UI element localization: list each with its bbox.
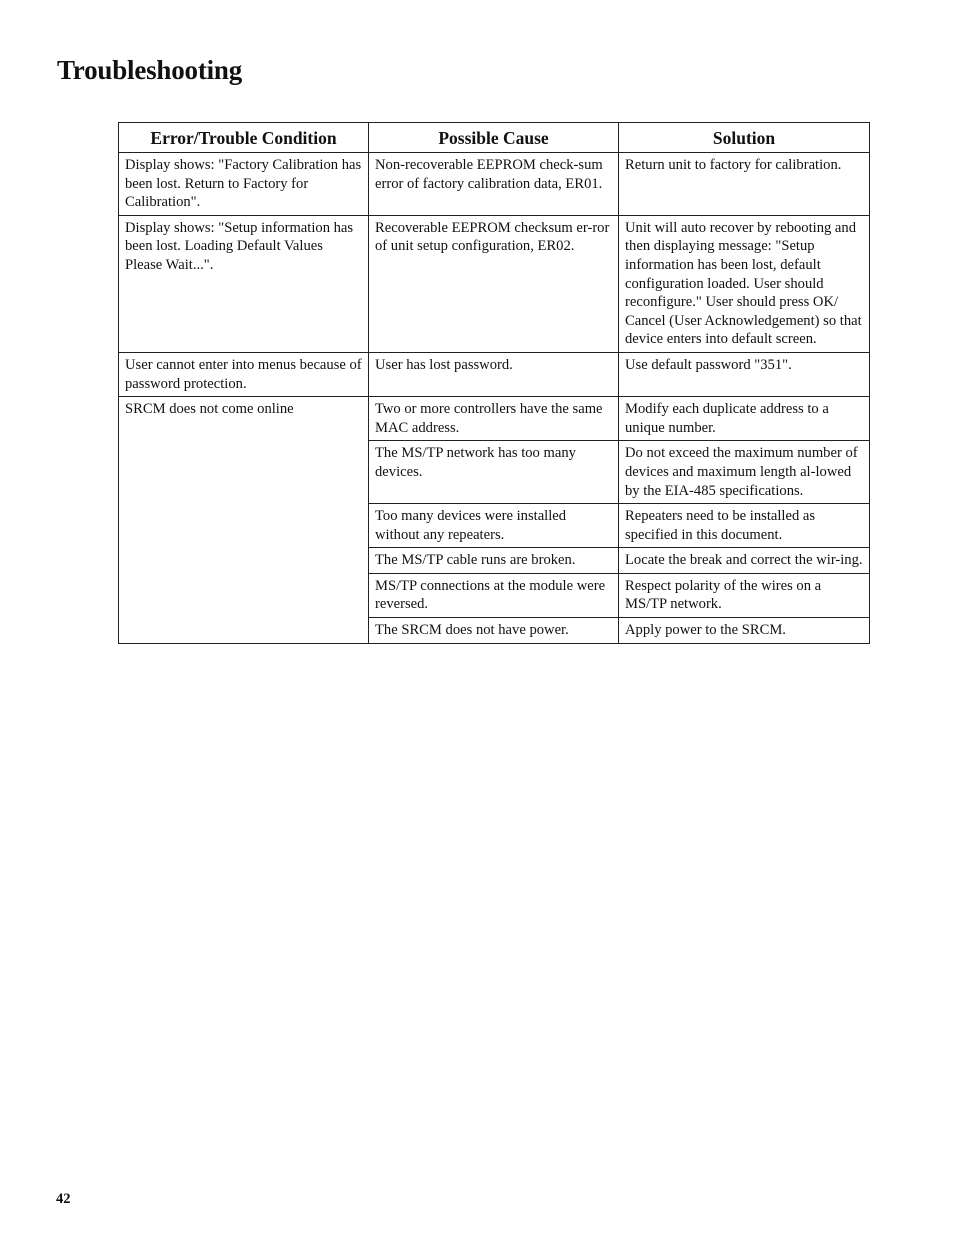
solution-cell: Return unit to factory for calibration.: [619, 153, 870, 216]
solution-cell: Use default password "351".: [619, 352, 870, 396]
solution-cell: Repeaters need to be installed as specified in this document.: [619, 504, 870, 548]
table-header-row: [119, 123, 870, 153]
header-condition: Error/Trouble Condition: [119, 123, 369, 153]
cause-cell: The SRCM does not have power.: [369, 618, 619, 644]
cause-cell: The MS/TP cable runs are broken.: [369, 548, 619, 574]
header-cause: Possible Cause: [369, 123, 619, 153]
table-row: [119, 153, 870, 216]
condition-cell: Display shows: "Setup information has been lost. Loading Default Values Please Wait...".: [119, 215, 369, 352]
troubleshooting-table: [118, 122, 870, 644]
cause-cell: Recoverable EEPROM checksum er-ror of unit setup configuration, ER02.: [369, 215, 619, 352]
cause-cell: Two or more controllers have the same MAC address.: [369, 397, 619, 441]
solution-cell: Modify each duplicate address to a unique number.: [619, 397, 870, 441]
condition-cell: User cannot enter into menus because of password protection.: [119, 352, 369, 396]
cause-cell: Non-recoverable EEPROM check-sum error of factory calibration data, ER01.: [369, 153, 619, 216]
table-row: [119, 352, 870, 396]
cause-cell: MS/TP connections at the module were reversed.: [369, 573, 619, 617]
condition-cell: SRCM does not come online: [119, 397, 369, 644]
header-solution: Solution: [619, 123, 870, 153]
table-row: [119, 397, 870, 441]
page-number: 42: [56, 1191, 71, 1207]
solution-cell: Respect polarity of the wires on a MS/TP network.: [619, 573, 870, 617]
table-row: [119, 215, 870, 352]
solution-cell: Do not exceed the maximum number of devices and maximum length al-lowed by the EIA-485 specifications.: [619, 441, 870, 504]
page-title: Troubleshooting: [57, 55, 243, 85]
solution-cell: Locate the break and correct the wir-ing.: [619, 548, 870, 574]
solution-cell: Unit will auto recover by rebooting and then displaying message: "Setup information has been lost, default configuration loaded. User should reconfigure." User should press OK/ Cancel (User Acknowledgement) so that device enters into default screen.: [619, 215, 870, 352]
solution-cell: Apply power to the SRCM.: [619, 618, 870, 644]
condition-cell: Display shows: "Factory Calibration has been lost. Return to Factory for Calibration".: [119, 153, 369, 216]
cause-cell: Too many devices were installed without any repeaters.: [369, 504, 619, 548]
cause-cell: The MS/TP network has too many devices.: [369, 441, 619, 504]
cause-cell: User has lost password.: [369, 352, 619, 396]
